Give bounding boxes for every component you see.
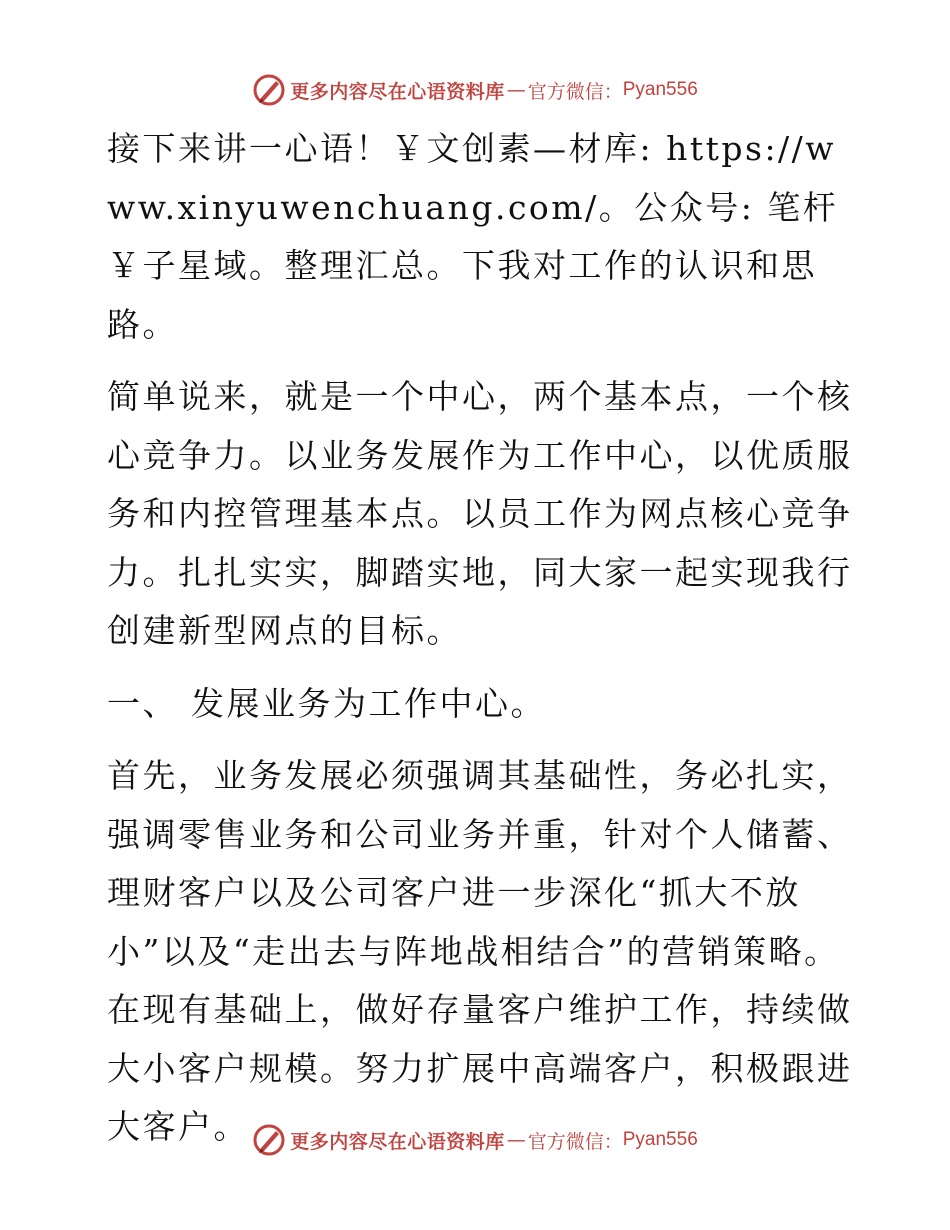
section-heading-1: 一、 发展业务为工作中心。 <box>107 683 546 723</box>
banner-separator: — <box>506 1129 526 1151</box>
paragraph-summary: 简单说来，就是一个中心，两个基本点，一个核心竞争力。以业务发展作为工作中心，以优质服务和内控管理基本点。以员工作为网点核心竞争力。扎扎实实，脚踏实地，同大家一起实现我行创建新型网点的目标。 <box>107 377 853 650</box>
pen-logo-icon <box>252 73 286 107</box>
document-body <box>97 120 857 1171</box>
paragraph-business: 首先，业务发展必须强调其基础性，务必扎实，强调零售业务和公司业务并重，针对个人储蓄、理财客户以及公司客户进一步深化“抓大不放小”以及“走出去与阵地战相结合”的营销策略。在现有基础上，做好存量客户维护工作，持续做大小客户规模。努力扩展中高端客户，积极跟进大客户。 <box>107 756 853 1146</box>
banner-main-text: 更多内容尽在心语资料库 <box>290 1130 505 1153</box>
paragraph-intro: 接下来讲一心语！￥文创素—材库: https://www.xinyuwenchuang.com/。公众号: 笔杆￥子星域。整理汇总。下我对工作的认识和思路。 <box>107 129 839 344</box>
banner-wechat-id: Pyan556 <box>622 79 698 100</box>
banner-separator: — <box>506 79 526 101</box>
banner-official-label: 官方微信： <box>527 1130 623 1153</box>
banner-main-text: 更多内容尽在心语资料库 <box>290 80 505 103</box>
banner-official-label: 官方微信： <box>527 80 623 103</box>
banner-wechat-id: Pyan556 <box>622 1129 698 1150</box>
footer-banner <box>0 1120 950 1160</box>
header-banner <box>0 70 950 110</box>
pen-logo-icon <box>252 1123 286 1157</box>
